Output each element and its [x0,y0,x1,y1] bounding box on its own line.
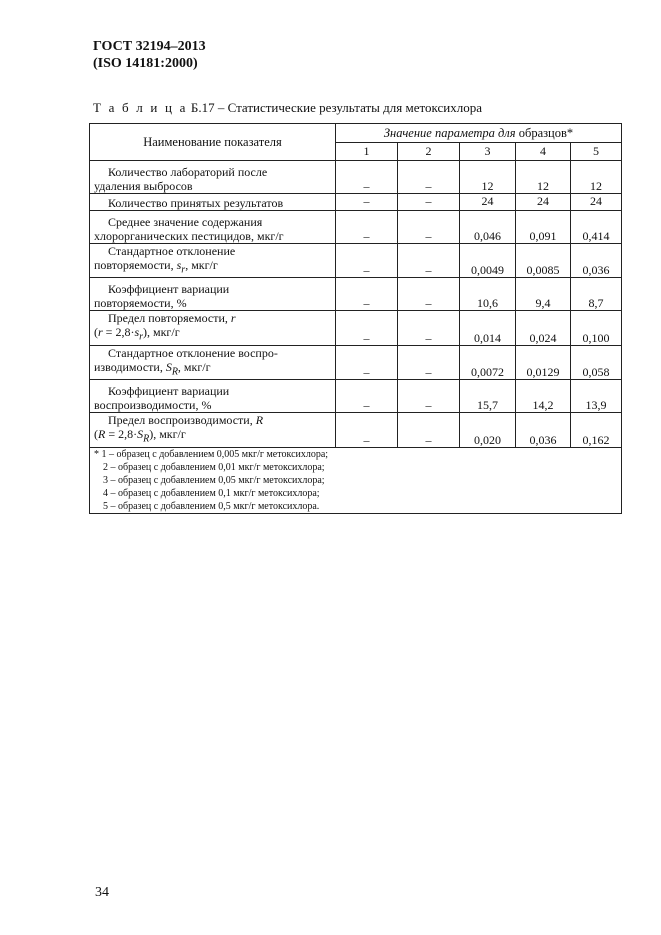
cell: 24 [516,194,571,211]
row-label-reproducibility-limit: Предел воспроизводимости, R $(R = 2,8\cdot S_R)$, мкг/г [90,413,336,447]
cell: – [336,413,398,447]
footnote: 2 – образец с добавлением 0,01 мкг/г метоксихлора; [103,461,325,473]
cell: 15,7 [460,380,516,413]
column-header-name: Наименование показателя [90,124,336,161]
cell: – [336,161,398,194]
cell: – [336,278,398,311]
row-label-mean-content: Среднее значение содержания хлорорганических пестицидов, мкг/г [90,211,336,244]
cell: 0,091 [516,211,571,244]
table-caption-prefix: Т а б л и ц а [93,100,188,115]
row-label-lab-count: Количество лабораторий после удаления выбросов [90,161,336,194]
footnote: * 1 – образец с добавлением 0,005 мкг/г метоксихлора; [94,448,329,460]
row-label-reproducibility-sd: Стандартное отклонение воспро- изводимости, $S_R$, мкг/г [90,345,336,379]
table-row [90,194,622,211]
cell: 0,100 [571,311,622,345]
cell: – [398,413,460,447]
cell: 24 [460,194,516,211]
cell: – [336,345,398,379]
cell: 0,036 [516,413,571,447]
cell: 13,9 [571,380,622,413]
cell: 0,0072 [460,345,516,379]
cell: – [398,278,460,311]
table-row [90,278,622,311]
table-row [90,380,622,413]
footnote: 5 – образец с добавлением 0,5 мкг/г метоксихлора. [103,500,320,512]
table-row [90,311,622,345]
cell: 0,414 [571,211,622,244]
cell: – [336,211,398,244]
cell: 0,046 [460,211,516,244]
cell: 0,0085 [516,244,571,278]
sample-header-2: 2 [398,142,460,161]
table-row [90,413,622,447]
sample-header-1: 1 [336,142,398,161]
table-caption [93,100,482,116]
row-label-repeatability-sd: Стандартное отклонение повторяемости, $s_r$, мкг/г [90,244,336,278]
cell: 0,0049 [460,244,516,278]
footnote: 3 – образец с добавлением 0,05 мкг/г метоксихлора; [103,474,325,486]
cell: 12 [571,161,622,194]
row-label-reproducibility-cv: Коэффициент вариации воспроизводимости, % [90,380,336,413]
footnote: 4 – образец с добавлением 0,1 мкг/г метоксихлора; [103,487,320,499]
cell: 0,058 [571,345,622,379]
cell: 9,4 [516,278,571,311]
sample-header-4: 4 [516,142,571,161]
row-label-repeatability-cv: Коэффициент вариации повторяемости, % [90,278,336,311]
table-row [90,345,622,379]
cell: 0,162 [571,413,622,447]
cell: 0,024 [516,311,571,345]
cell: – [336,194,398,211]
page-number: 34 [95,885,109,900]
table-row [90,211,622,244]
table-caption-title: Б.17 – Статистические результаты для метоксихлора [187,100,482,115]
cell: – [398,244,460,278]
cell: 12 [460,161,516,194]
cell: 14,2 [516,380,571,413]
table-footnotes [90,447,622,513]
cell: – [398,380,460,413]
column-header-values-rest: образцов* [515,125,574,140]
cell: 0,0129 [516,345,571,379]
sample-header-5: 5 [571,142,622,161]
cell: – [336,380,398,413]
row-label-accepted-results: Количество принятых результатов [90,194,336,211]
iso-reference: (ISO 14181:2000) [93,56,198,71]
cell: 8,7 [571,278,622,311]
cell: – [398,311,460,345]
notes-row [90,447,622,513]
cell: – [398,345,460,379]
cell: 12 [516,161,571,194]
row-label-repeatability-limit: Предел повторяемости, r $(r = 2,8\cdot s_r)$, мкг/г [90,311,336,345]
table-row [90,244,622,278]
cell: 0,014 [460,311,516,345]
sample-header-3: 3 [460,142,516,161]
cell: – [336,244,398,278]
cell: – [398,194,460,211]
header-row [90,124,622,143]
cell: – [398,161,460,194]
cell: 0,020 [460,413,516,447]
column-header-values-italic: Значение параметра для [383,125,516,140]
column-header-values [336,124,622,143]
standard-code: ГОСТ 32194–2013 [93,39,206,54]
table-row [90,161,622,194]
standard-designation [93,38,206,72]
cell: 24 [571,194,622,211]
cell: – [398,211,460,244]
cell: 0,036 [571,244,622,278]
cell: – [336,311,398,345]
results-table [89,123,622,514]
cell: 10,6 [460,278,516,311]
